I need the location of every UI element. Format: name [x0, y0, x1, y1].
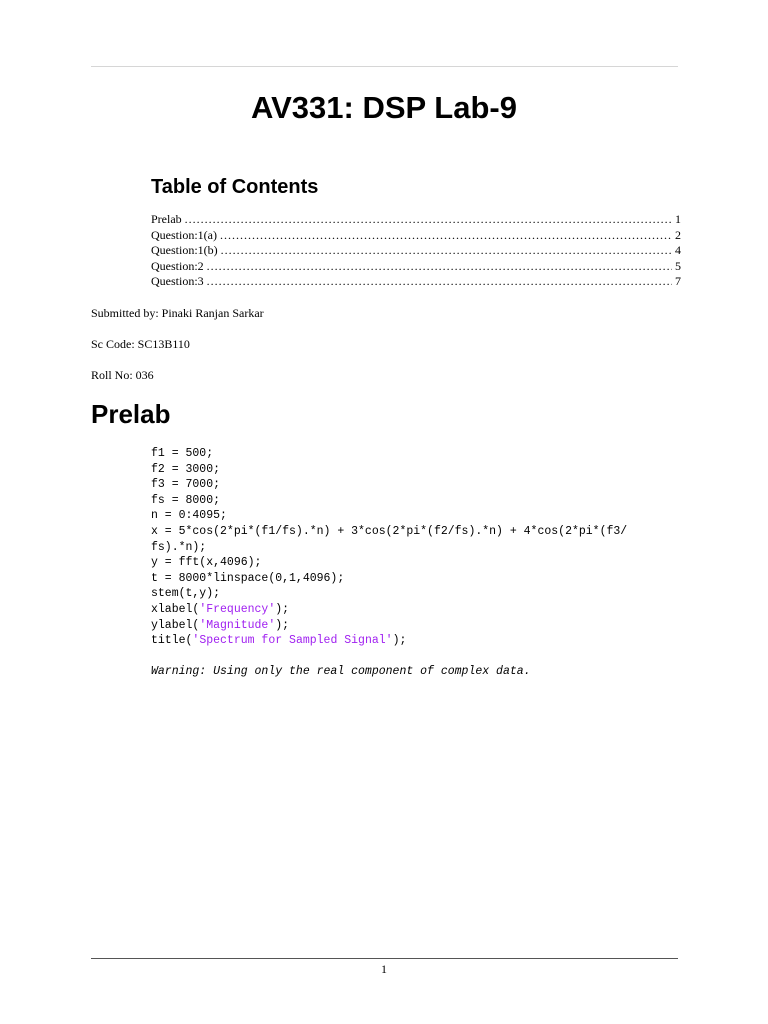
toc-entry-label: Question:2: [151, 258, 204, 273]
toc-entry-page: 5: [675, 258, 681, 273]
warning-message: Warning: Using only the real component of complex data.: [151, 665, 531, 678]
toc-leader-dots: [185, 212, 672, 228]
page-number: 1: [381, 962, 387, 976]
toc-entry-question-3[interactable]: [151, 274, 681, 290]
toc-entry-question-1b[interactable]: [151, 243, 681, 259]
toc-entry-label: Question:1(b): [151, 243, 218, 258]
toc-entry-question-2[interactable]: [151, 259, 681, 275]
toc-entry-page: 4: [675, 243, 681, 258]
code-line: fs = 8000;: [151, 493, 221, 507]
toc-entry-label: Question:1(a): [151, 227, 217, 242]
code-line: ylabel('Magnitude');: [151, 618, 290, 632]
document-title: AV331: DSP Lab-9: [251, 90, 517, 125]
toc-entry-label: Question:3: [151, 274, 204, 289]
code-line: t = 8000*linspace(0,1,4096);: [151, 571, 345, 585]
toc-entry-question-1a[interactable]: [151, 228, 681, 244]
sc-code: Sc Code: SC13B110: [91, 337, 190, 351]
submitted-by: Submitted by: Pinaki Ranjan Sarkar: [91, 306, 264, 320]
top-divider: [91, 66, 678, 67]
code-line: xlabel('Frequency');: [151, 602, 290, 616]
toc-heading: Table of Contents: [151, 176, 319, 198]
code-block: [151, 446, 627, 649]
toc-entry-page: 1: [675, 212, 681, 226]
toc-entry-prelab[interactable]: [151, 212, 681, 228]
code-line: stem(t,y);: [151, 587, 221, 601]
table-of-contents: [151, 212, 681, 290]
footer-divider: [91, 958, 678, 959]
code-line: fs).*n);: [151, 540, 207, 554]
toc-entry-label: Prelab: [151, 212, 182, 226]
code-line: f1 = 500;: [151, 447, 214, 460]
code-line: title('Spectrum for Sampled Signal');: [151, 634, 407, 648]
toc-leader-dots: [220, 228, 672, 244]
toc-leader-dots: [221, 243, 672, 259]
code-line: n = 0:4095;: [151, 509, 227, 523]
toc-leader-dots: [207, 259, 672, 275]
section-heading-prelab: Prelab: [91, 399, 171, 429]
code-line: y = fft(x,4096);: [151, 556, 262, 570]
code-line: f3 = 7000;: [151, 478, 221, 492]
toc-entry-page: 7: [675, 274, 681, 289]
roll-number: Roll No: 036: [91, 368, 154, 382]
code-line: x = 5*cos(2*pi*(f1/fs).*n) + 3*cos(2*pi*(f2/fs).*n) + 4*cos(2*pi*(f3/: [151, 524, 628, 538]
toc-entry-page: 2: [675, 227, 681, 242]
toc-leader-dots: [207, 274, 672, 290]
code-line: f2 = 3000;: [151, 462, 221, 476]
